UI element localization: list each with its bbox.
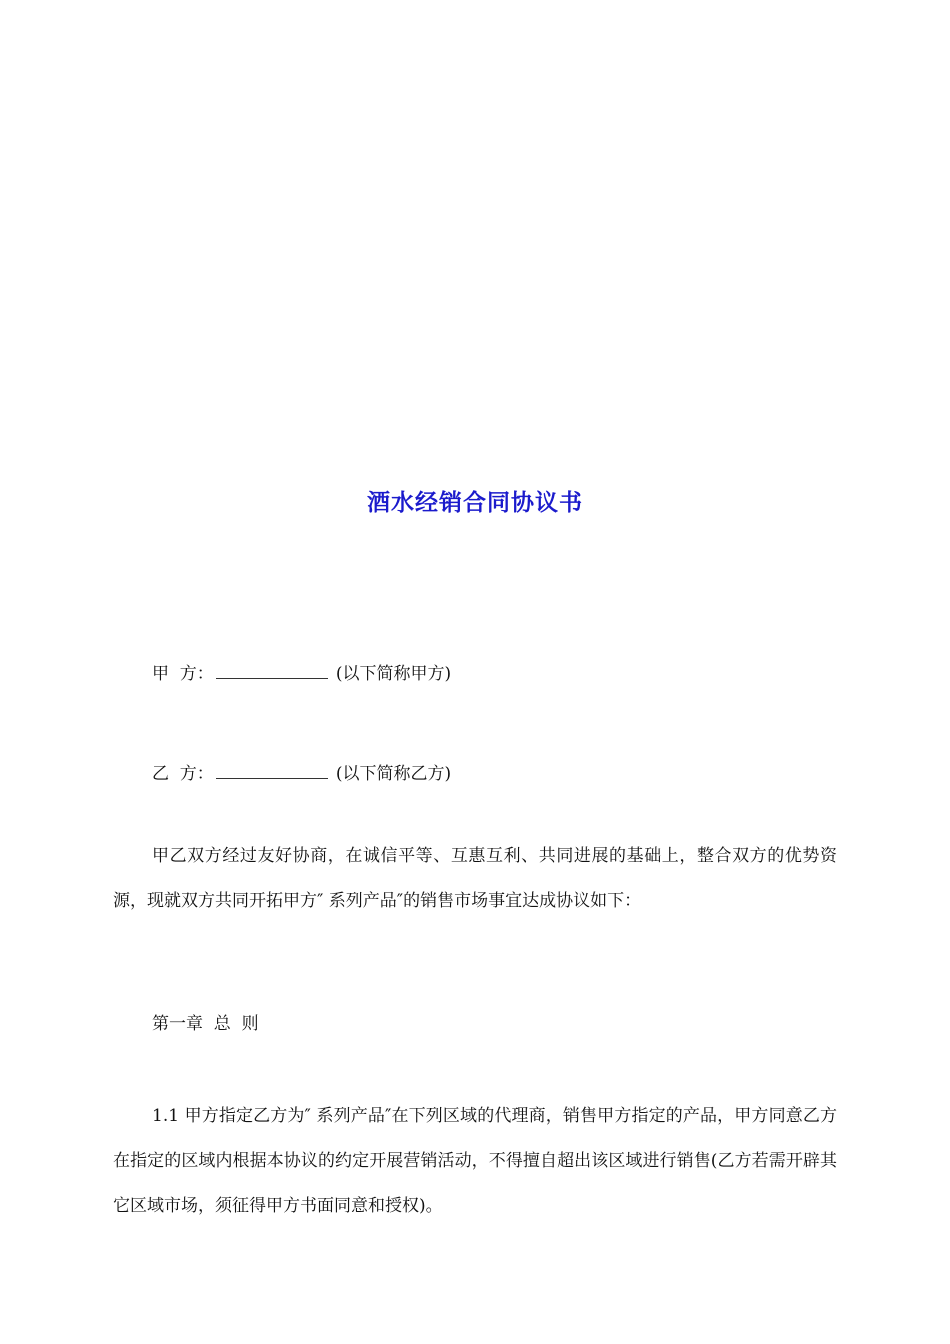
preamble-paragraph: 甲乙双方经过友好协商，在诚信平等、互惠互利、共同进展的基础上，整合双方的优势资源，现就双方共同开拓甲方″ 系列产品″的销售市场事宜达成协议如下：: [113, 846, 837, 911]
party-a-label: 甲 方：: [152, 664, 214, 684]
party-b-note: (以下简称乙方): [335, 764, 452, 784]
chapter-1-heading: 第一章 总 则: [152, 1014, 259, 1034]
party-a-note: (以下简称甲方): [335, 664, 452, 684]
party-a-blank: [216, 664, 328, 679]
party-a-line: [152, 659, 451, 684]
party-b-line: [152, 759, 451, 784]
party-b-blank: [216, 764, 328, 779]
clause-1-1-paragraph: 1.1 甲方指定乙方为″ 系列产品″在下列区域的代理商，销售甲方指定的产品，甲方同意乙方在指定的区域内根据本协议的约定开展营销活动，不得擅自超出该区域进行销售(乙方若需开辟其它区域市场，须征得甲方书面同意和授权)。: [113, 1106, 837, 1216]
document-title: 酒水经销合同协议书: [367, 490, 583, 516]
party-b-label: 乙 方：: [152, 764, 214, 784]
